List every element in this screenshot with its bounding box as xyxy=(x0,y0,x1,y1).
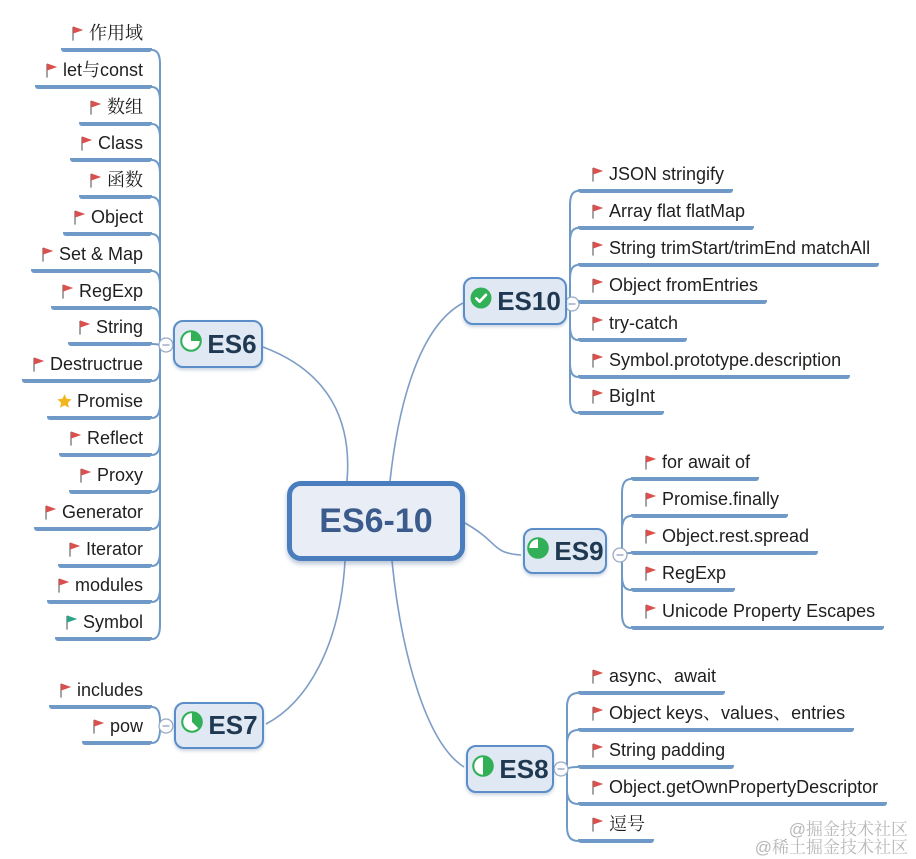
progress-quarter-icon xyxy=(179,329,203,360)
topic-item-label: Object keys、values、entries xyxy=(609,703,846,723)
item-connector xyxy=(567,769,578,841)
topic-item[interactable] xyxy=(59,427,152,457)
flag-red-icon xyxy=(70,25,85,42)
branch-node-label: ES6 xyxy=(207,328,257,359)
flag-red-icon xyxy=(590,240,605,257)
branch-connector-es10 xyxy=(390,303,463,481)
item-connector xyxy=(152,345,160,455)
topic-item[interactable] xyxy=(31,243,152,273)
item-connector xyxy=(152,707,160,726)
topic-item[interactable] xyxy=(70,132,152,162)
central-topic-label: ES6-10 xyxy=(319,501,433,540)
branch-connector-es9 xyxy=(465,523,521,555)
flag-red-icon xyxy=(56,577,71,594)
item-connector xyxy=(622,555,631,628)
topic-item-label: Set & Map xyxy=(58,244,143,264)
progress-three-eighths-icon xyxy=(180,710,204,741)
flag-red-icon xyxy=(72,209,87,226)
topic-item[interactable] xyxy=(578,665,725,695)
topic-item[interactable] xyxy=(47,390,152,420)
topic-item[interactable] xyxy=(63,206,152,236)
topic-item[interactable] xyxy=(58,538,152,568)
collapse-button-es9[interactable] xyxy=(613,548,627,562)
item-connector xyxy=(152,345,160,381)
star-icon xyxy=(56,393,73,410)
topic-item[interactable] xyxy=(631,525,818,555)
item-connector xyxy=(567,769,578,804)
topic-item[interactable] xyxy=(55,611,152,641)
topic-item[interactable] xyxy=(79,169,152,199)
central-topic[interactable] xyxy=(287,481,465,561)
watermark xyxy=(755,821,908,857)
flag-red-icon xyxy=(643,454,658,471)
topic-item-label: 作用域 xyxy=(89,23,143,43)
branch-node-label: ES10 xyxy=(497,285,561,316)
flag-red-icon xyxy=(58,682,73,699)
topic-item-label: Promise.finally xyxy=(662,489,780,509)
watermark-line2: @稀土掘金技术社区 xyxy=(754,838,908,857)
topic-item-label: pow xyxy=(109,716,143,736)
flag-red-icon xyxy=(68,430,83,447)
branch-node-es8[interactable] xyxy=(466,745,554,793)
topic-item-label: Symbol xyxy=(82,612,143,632)
flag-teal-icon xyxy=(64,614,79,631)
flag-red-icon xyxy=(67,541,82,558)
flag-red-icon xyxy=(590,742,605,759)
topic-item[interactable] xyxy=(79,96,152,126)
topic-item-label: RegExp xyxy=(662,563,727,583)
topic-item[interactable] xyxy=(578,739,734,769)
topic-item-label: 数组 xyxy=(107,97,143,117)
topic-item[interactable] xyxy=(69,464,152,494)
collapse-button-es10[interactable] xyxy=(565,297,579,311)
branch-node-es10[interactable] xyxy=(463,277,567,325)
item-connector xyxy=(567,767,578,770)
branch-connector-es6 xyxy=(263,347,348,481)
branch-node-es6[interactable] xyxy=(173,320,263,368)
flag-red-icon xyxy=(31,356,46,373)
flag-red-icon xyxy=(643,491,658,508)
flag-red-icon xyxy=(590,352,605,369)
item-connector xyxy=(152,234,160,345)
topic-item-label: String padding xyxy=(609,740,726,760)
flag-red-icon xyxy=(88,172,103,189)
topic-item-label: Array flat flatMap xyxy=(609,201,746,221)
flag-red-icon xyxy=(590,388,605,405)
item-connector xyxy=(152,308,160,345)
item-connector xyxy=(570,191,578,304)
topic-item-label: includes xyxy=(76,680,143,700)
topic-item[interactable] xyxy=(631,562,735,592)
topic-item-label: let与const xyxy=(62,60,143,80)
topic-item-label: Class xyxy=(97,133,143,153)
topic-item-label: String trimStart/trimEnd matchAll xyxy=(609,238,871,258)
flag-red-icon xyxy=(643,603,658,620)
topic-item-label: Object fromEntries xyxy=(609,275,759,295)
flag-red-icon xyxy=(44,62,59,79)
collapse-button-es8[interactable] xyxy=(554,762,568,776)
branch-node-es7[interactable] xyxy=(174,702,264,749)
progress-three-quarter-icon xyxy=(526,536,550,567)
flag-red-icon xyxy=(60,283,75,300)
topic-item-label: BigInt xyxy=(609,386,656,406)
flag-red-icon xyxy=(43,504,58,521)
topic-item[interactable] xyxy=(578,702,854,732)
topic-item[interactable] xyxy=(578,385,664,415)
flag-red-icon xyxy=(79,135,94,152)
topic-item[interactable] xyxy=(578,776,887,806)
topic-item[interactable] xyxy=(34,501,152,531)
flag-red-icon xyxy=(643,528,658,545)
topic-item[interactable] xyxy=(68,316,152,346)
topic-item-label: Object.rest.spread xyxy=(662,526,810,546)
flag-red-icon xyxy=(590,779,605,796)
topic-item[interactable] xyxy=(631,488,788,518)
flag-red-icon xyxy=(77,319,92,336)
branch-node-label: ES7 xyxy=(208,710,258,740)
topic-item[interactable] xyxy=(47,574,152,604)
flag-red-icon xyxy=(643,565,658,582)
branch-connector-es7 xyxy=(266,561,345,724)
topic-item-label: 函数 xyxy=(107,170,143,190)
item-connector xyxy=(570,304,578,413)
flag-red-icon xyxy=(78,467,93,484)
topic-item-label: Iterator xyxy=(85,539,143,559)
flag-red-icon xyxy=(590,315,605,332)
topic-item[interactable] xyxy=(578,163,733,193)
topic-item[interactable] xyxy=(578,349,850,379)
flag-red-icon xyxy=(590,203,605,220)
topic-item-label: async、await xyxy=(609,666,717,686)
collapse-button-es6[interactable] xyxy=(159,338,173,352)
topic-item[interactable] xyxy=(22,353,152,383)
topic-item[interactable] xyxy=(578,813,654,843)
done-check-icon xyxy=(469,286,493,317)
branch-node-es9[interactable] xyxy=(523,528,607,574)
topic-item-label: Destructrue xyxy=(49,354,143,374)
flag-red-icon xyxy=(88,99,103,116)
topic-item[interactable] xyxy=(82,715,152,745)
flag-red-icon xyxy=(590,668,605,685)
topic-item-label: Unicode Property Escapes xyxy=(662,601,876,621)
topic-item[interactable] xyxy=(578,200,754,230)
topic-item-label: String xyxy=(95,317,143,337)
topic-item-label: modules xyxy=(74,575,143,595)
topic-item[interactable] xyxy=(49,679,152,709)
collapse-button-es7[interactable] xyxy=(159,719,173,733)
topic-item[interactable] xyxy=(578,274,767,304)
topic-item[interactable] xyxy=(35,59,152,89)
flag-red-icon xyxy=(590,705,605,722)
topic-item[interactable] xyxy=(631,600,884,630)
topic-item[interactable] xyxy=(578,312,687,342)
watermark-line1: @掘金技术社区 xyxy=(788,820,908,839)
branch-node-label: ES8 xyxy=(499,753,549,784)
topic-item-label: for await of xyxy=(662,452,751,472)
topic-item-label: Generator xyxy=(61,502,143,522)
topic-item[interactable] xyxy=(51,280,152,310)
topic-item-label: try-catch xyxy=(609,313,679,333)
topic-item-label: Promise xyxy=(76,391,143,411)
topic-item-label: Reflect xyxy=(86,428,143,448)
item-connector xyxy=(567,730,578,769)
flag-red-icon xyxy=(590,816,605,833)
topic-item[interactable] xyxy=(578,237,879,267)
branch-node-label: ES9 xyxy=(554,535,604,566)
flag-red-icon xyxy=(590,277,605,294)
progress-half-icon xyxy=(471,754,495,785)
flag-red-icon xyxy=(40,246,55,263)
branch-connector-es8 xyxy=(392,561,464,767)
topic-item[interactable] xyxy=(61,22,152,52)
topic-item-label: RegExp xyxy=(78,281,143,301)
flag-red-icon xyxy=(590,166,605,183)
topic-item-label: Proxy xyxy=(96,465,143,485)
topic-item-label: Symbol.prototype.description xyxy=(609,350,842,370)
topic-item-label: 逗号 xyxy=(609,814,645,834)
topic-item[interactable] xyxy=(631,451,759,481)
flag-red-icon xyxy=(91,718,106,735)
topic-item-label: JSON stringify xyxy=(609,164,725,184)
topic-item-label: Object xyxy=(90,207,143,227)
topic-item-label: Object.getOwnPropertyDescriptor xyxy=(609,777,879,797)
